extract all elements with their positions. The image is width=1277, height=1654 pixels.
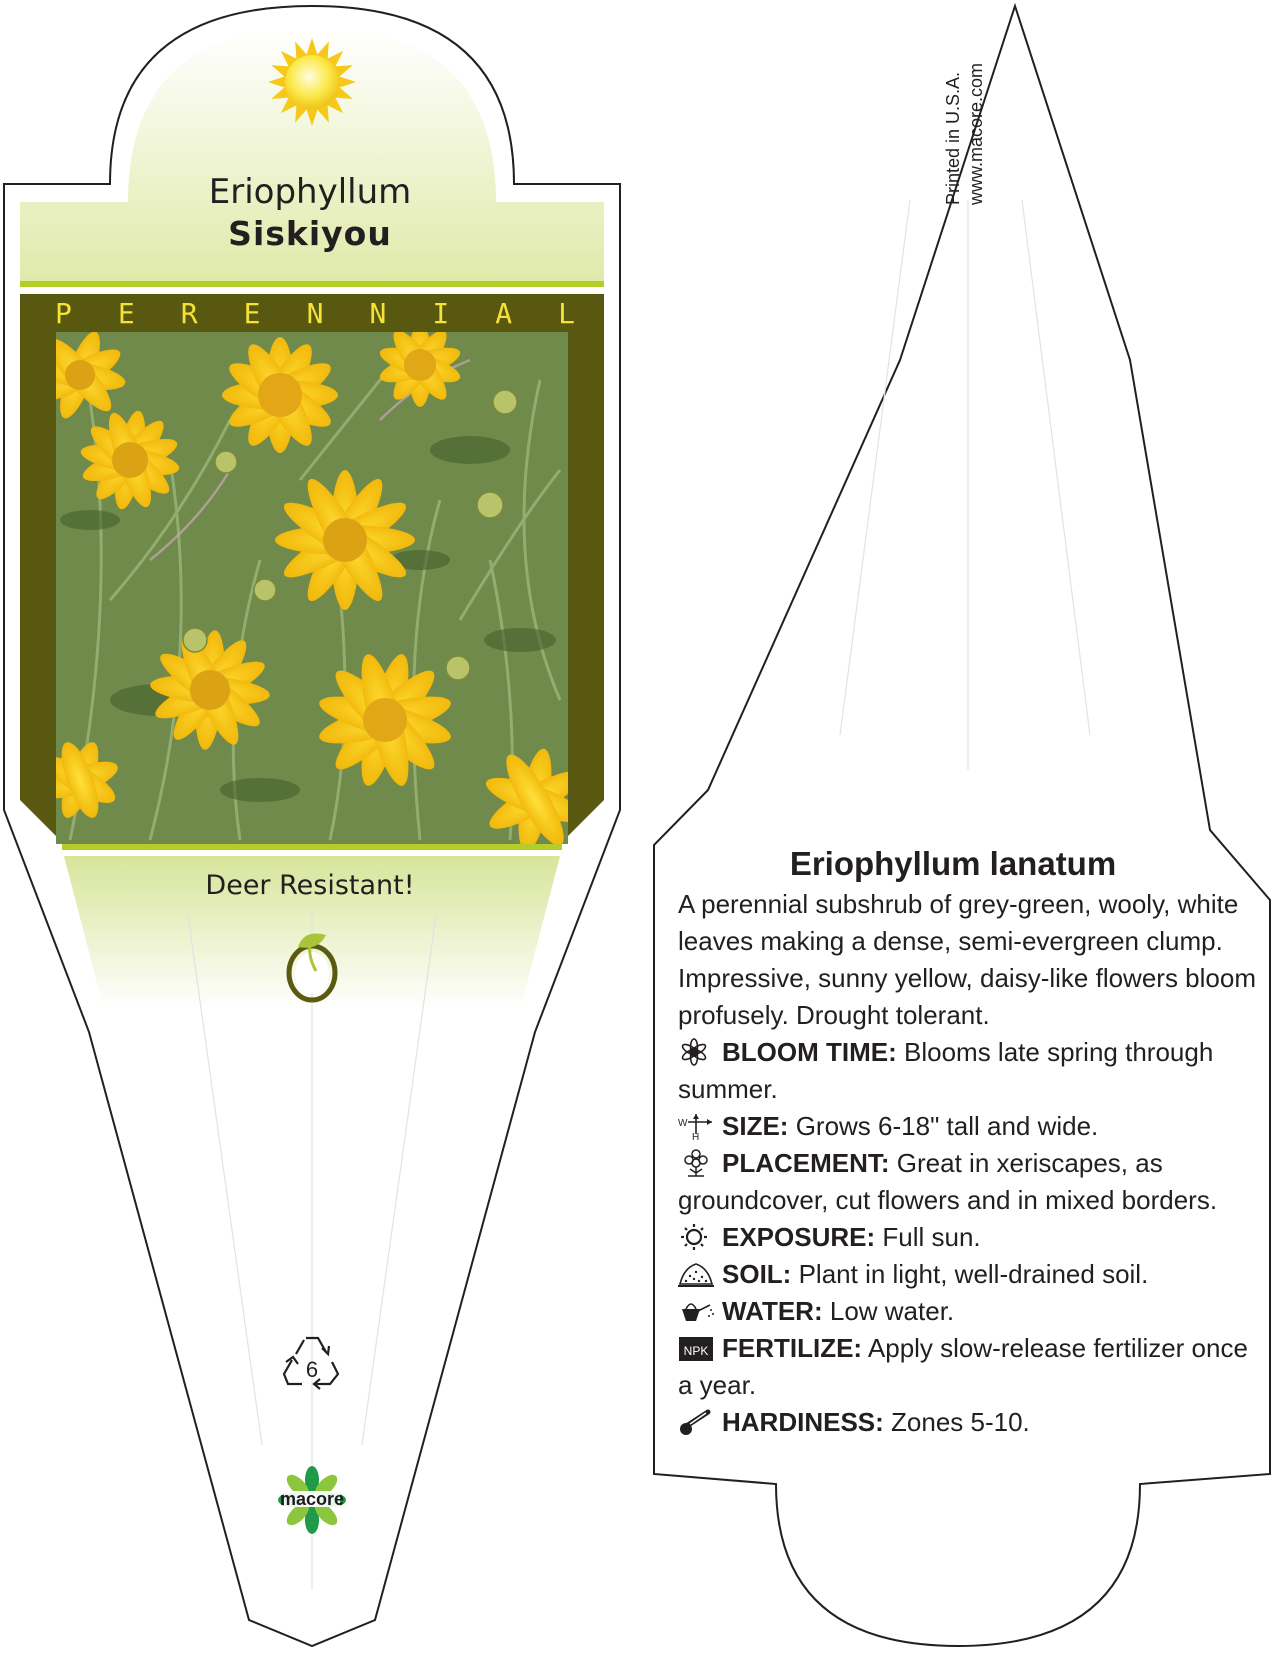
npk-icon	[678, 1334, 718, 1362]
info-bloom-time	[678, 1034, 1258, 1108]
soil-icon	[678, 1260, 718, 1288]
info-text: Low water.	[829, 1296, 955, 1326]
thermometer-icon	[678, 1408, 718, 1436]
category-letter: E	[243, 297, 261, 330]
category-letter: N	[369, 297, 387, 330]
info-label: PLACEMENT:	[722, 1148, 890, 1178]
category-letter: A	[495, 297, 513, 330]
info-water	[678, 1293, 1258, 1330]
front-plant-cultivar: Siskiyou	[228, 214, 392, 253]
sun-icon	[268, 38, 356, 126]
info-hardiness	[678, 1404, 1258, 1441]
info-exposure	[678, 1219, 1258, 1256]
category-letter: N	[306, 297, 324, 330]
info-placement	[678, 1145, 1258, 1219]
back-content	[678, 845, 1258, 1441]
info-fertilize	[678, 1330, 1258, 1404]
info-label: FERTILIZE:	[722, 1333, 863, 1363]
info-text: Blooms late spring through summer.	[678, 1037, 1214, 1104]
info-label: WATER:	[722, 1296, 823, 1326]
size-icon-h: H	[692, 1132, 700, 1140]
info-text: Great in xeriscapes, as groundcover, cut flowers and in mixed borders.	[678, 1148, 1218, 1215]
brand-logo-text: macore	[279, 1489, 345, 1509]
category-letter: I	[432, 297, 450, 330]
size-icon	[678, 1112, 718, 1140]
category-letter: P	[55, 297, 72, 330]
botanical-name: Eriophyllum lanatum	[789, 845, 1117, 882]
website-line: www.macore.com	[966, 62, 986, 205]
size-icon-w: W	[678, 1118, 688, 1129]
plant-photo	[32, 323, 588, 854]
printed-in-usa-text	[942, 63, 988, 205]
printed-in-line: Printed in U.S.A.	[943, 71, 963, 205]
info-text: Full sun.	[882, 1222, 981, 1252]
recycle-number: 6	[305, 1357, 319, 1382]
info-label: EXPOSURE:	[722, 1222, 876, 1252]
info-label: SIZE:	[722, 1111, 789, 1141]
feature-text: Deer Resistant!	[205, 870, 415, 901]
info-size	[678, 1108, 1258, 1145]
sun-icon	[678, 1223, 718, 1251]
info-soil	[678, 1256, 1258, 1293]
flower-icon	[678, 1038, 718, 1066]
info-text: Apply slow-release fertilizer once a year.	[678, 1333, 1248, 1400]
npk-icon-text: NPK	[683, 1344, 709, 1358]
info-label: HARDINESS:	[722, 1407, 884, 1437]
category-label	[55, 297, 575, 330]
category-letter: R	[180, 297, 198, 330]
category-letter: E	[117, 297, 135, 330]
info-text: Grows 6-18" tall and wide.	[795, 1111, 1099, 1141]
watering-can-icon	[678, 1297, 718, 1325]
front-plant-genus: Eriophyllum	[208, 172, 412, 212]
placement-icon	[678, 1149, 718, 1177]
info-text: Zones 5-10.	[891, 1407, 1030, 1437]
info-label: BLOOM TIME:	[722, 1037, 897, 1067]
category-letter: L	[558, 297, 575, 330]
info-text: Plant in light, well-drained soil.	[798, 1259, 1149, 1289]
info-label: SOIL:	[722, 1259, 792, 1289]
plant-description: A perennial subshrub of grey-green, wooly, white leaves making a dense, semi-evergreen clump. Impressive, sunny yellow, daisy-like flowers bloom profusely. Drought tolerant.	[678, 889, 1256, 1030]
